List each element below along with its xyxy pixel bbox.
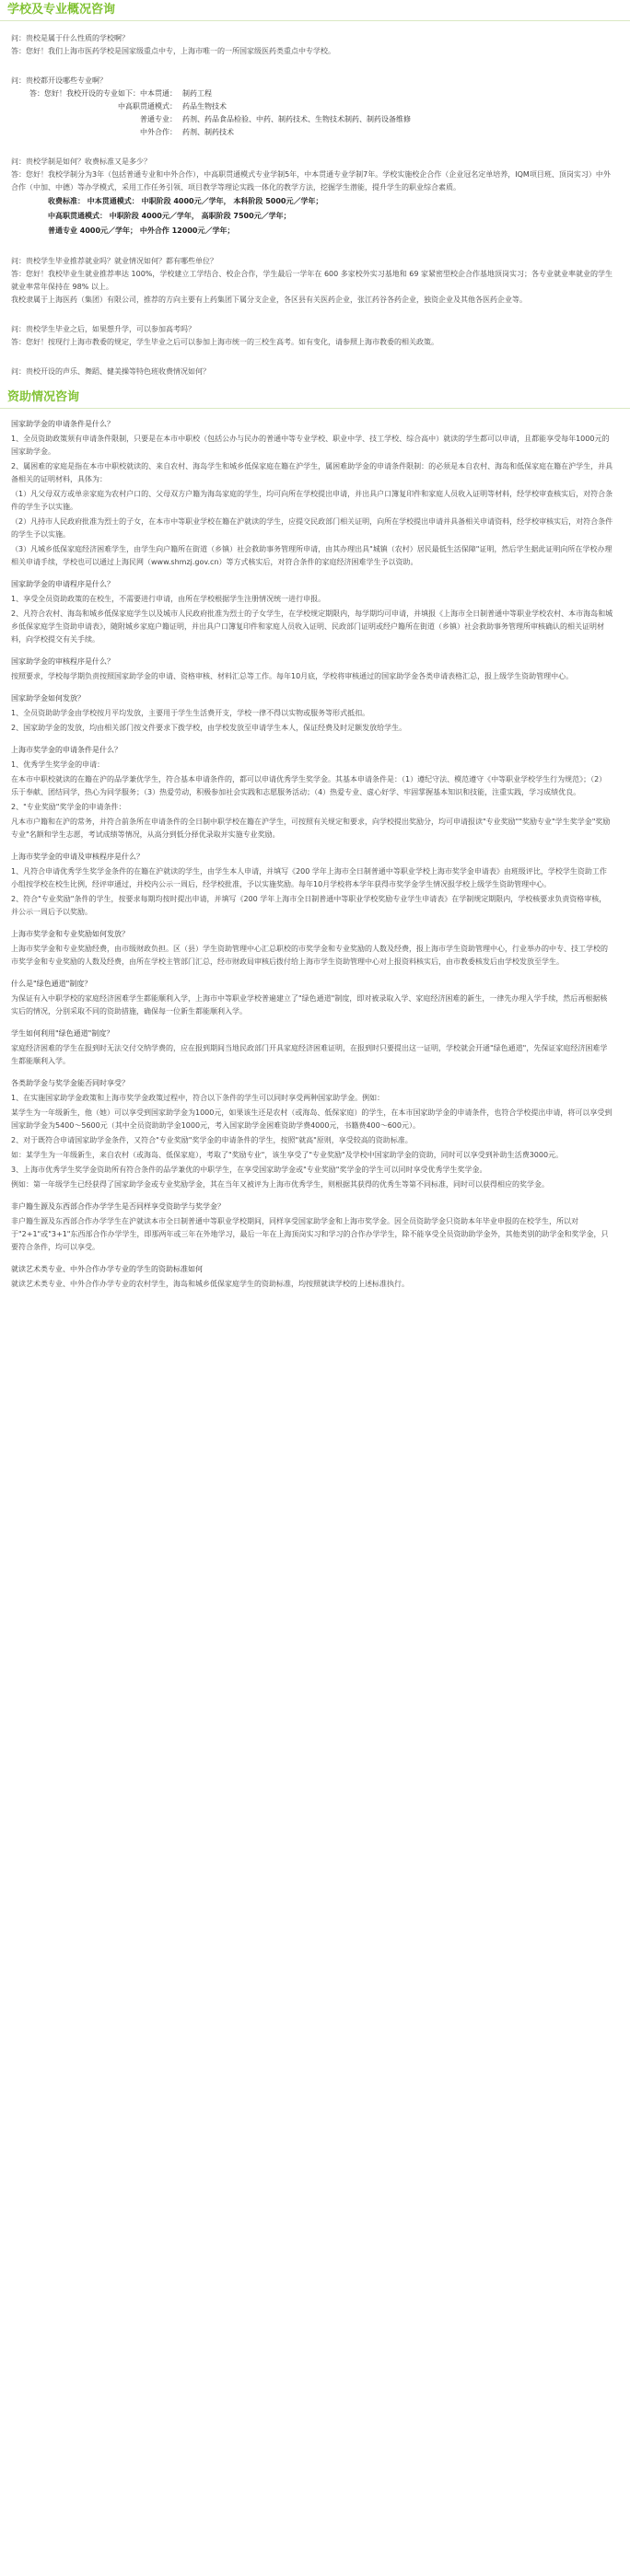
aid-block [11,692,613,735]
qa-item [11,323,613,349]
major-row [11,100,613,113]
fee-standard: 中高职贯通模式： 中职阶段 4000元／学年， 高职阶段 7500元／学年； [48,212,291,220]
major-row [11,126,613,139]
aid-paragraph: 2、国家助学金的发放，均由相关部门按文件要求下拨学校，由学校发放至申请学生本人，保证经费及时足额发放给学生。 [11,724,407,732]
aid-question-heading: 上海市奖学金的申请条件是什么？ [11,746,122,754]
major-label: 中外合作： [140,128,177,136]
aid-question-heading: 国家助学金的审核程序是什么？ [11,657,114,666]
aid-content [0,418,630,1291]
aid-question-heading: 国家助学金的申请程序是什么？ [11,580,114,588]
fee-standard: 收费标准： 中本贯通模式： 中职阶段 4000元／学年， 本科阶段 5000元／学年； [48,197,323,205]
aid-paragraph: （1）凡父母双方或单亲家庭为农村户口的、父母双方户籍为海岛家庭的学生，均可向所在学校提出申请，并出具户口簿复印件和家庭人员收入证明等材料，经学校审查核实后，对符合条件的学生予以实施。 [11,490,613,511]
aid-block [11,1077,613,1191]
aid-block [11,1263,613,1291]
aid-question-heading: 学生如何利用"绿色通道"制度？ [11,1029,114,1038]
aid-paragraph: 1、全员资助政策须有申请条件限制，只要是在本市中职校（包括公办与民办的普通中等专业学校、职业中学、技工学校、综合高中）就读的学生都可以申请，且都能享受每年1000元的国家助学金。 [11,435,610,456]
aid-paragraph: 3、上海市优秀学生奖学金资助所有符合条件的品学兼优的中职学生，在享受国家助学金或"专业奖励"奖学金的学生可以同时享受优秀学生奖学金。 [11,1166,487,1174]
answer: 答：您好！我校学制分为3年（包括普通专业和中外合作），中高职贯通模式专业学制5年，中本贯通专业学制7年。学校实施校企合作（企业冠名定单培养，IQM项目班、顶岗实习）中外合作（中加、中德）等办学模式，采用工作任务引领、项目教学等理论实践一体化的教学方法，挖掘学生潜能，提升学生的职业综合素质。 [11,170,611,191]
aid-paragraph: （2）凡持市人民政府批准为烈士的子女，在本市中等职业学校在籍在沪就读的学生，应提交民政部门相关证明，向所在学校提出申请并具备相关申请资料，经学校审核实后，对符合条件的学生予以实施。 [11,517,613,539]
aid-paragraph: 2、"专业奖励"奖学金的申请条件： [11,803,126,811]
aid-paragraph: 非户籍生源及东西部合作办学学生在沪就读本市全日制普通中等职业学校期间，同样享受国家助学金和上海市奖学金。因全员资助学金只资助本年毕业申报的在校学生，所以对于"2+1"或"3+1"东西部合作办学学生，即那两年或三年在外地学习，最后一年在上海顶岗实习和学习的合作办学学生，除不能享受全员资助助学金外，其他类别的助学金和奖学金，只要符合条件，均可以享受。 [11,1217,609,1251]
school-section-header: 学校及专业概况咨询 [0,0,630,21]
aid-paragraph: 1、优秀学生奖学金的申请： [11,760,105,769]
aid-paragraph: 2、凡符合农村、海岛和城乡低保家庭学生以及城市人民政府批准为烈士的子女学生，在学校规定期限内，每学期均可申请，并填报《上海市全日制普通中等职业学校农村、本市海岛和城乡低保家庭学生资助申请表》，随附城乡家庭户籍证明，并出具户口簿复印件和家庭人员收入证明、民政部门证明或经户籍所在街道（乡镇）社会救助事务管理所审核确认的相关证明材料，向学校提交有关手续。 [11,609,613,644]
question: 问：贵校学制是如何？收费标准又是多少？ [11,157,151,166]
aid-question-heading: 各类助学金与奖学金能否同时享受？ [11,1079,129,1087]
major-value: 药剂、药品食品检验、中药、制药技术、生物技术制药、制药设备维修 [182,115,411,123]
aid-question-heading: 就读艺术类专业、中外合作办学专业的学生的资助标准如何 [11,1265,203,1273]
aid-block [11,578,613,646]
aid-block [11,418,613,569]
aid-paragraph: 凡本市户籍和在沪的常务，并符合前条所在申请条件的全日制中职学校在籍在沪学生，可按照有关规定和要求，向学校提出奖励分，均可申请报读"专业奖励""奖励专业"学生奖学金"奖励专业"名额和学生志愿，考试成绩等情况，从高分到低分择优录取并实施专业奖励。 [11,818,611,839]
major-row [11,113,613,126]
major-value: 制药工程 [182,89,212,98]
aid-block [11,744,613,841]
aid-paragraph: 为保证有入中职学校的家庭经济困难学生都能顺利入学，上海市中等职业学校普遍建立了"绿色通道"制度，即对被录取入学、家庭经济困难的新生，一律先办理入学手续，然后再根据核实后的情况，分别采取不同的资助措施，确保每一位新生都能顺利入学。 [11,994,608,1015]
aid-paragraph: 1、享受全员资助政策的在校生，不需要进行申请，由所在学校根据学生注册情况统一进行申报。 [11,595,326,603]
qa-item [11,255,613,307]
answer: 我校隶属于上海医药（集团）有限公司，推荐的方向主要有上药集团下属分支企业，各区县有关医药企业，张江药谷各药企业，独资企业及其他各医药企业等。 [11,296,527,304]
aid-question-heading: 什么是"绿色通道"制度？ [11,980,92,988]
aid-paragraph: 按照要求，学校每学期负责按照国家助学金的申请、资格审核、材料汇总等工作。每年10月底，学校将审核通过的国家助学金各类申请表格汇总，报上级学生资助管理中心。 [11,672,574,680]
aid-paragraph: 上海市奖学金和专业奖励经费，由市级财政负担。区（县）学生资助管理中心汇总职校的市奖学金和专业奖励的人数及经费，报上海市学生资助管理中心，行业举办的中专、技工学校的市奖学金和专业奖励的人数及经费，由所在学校主管部门汇总，经市财政局审核后拨付给上海市学生资助管理中心对上报资料核实后，由市教委核发后由学校发放至学生。 [11,945,608,966]
answer: 答：您好！我校毕业生就业推荐率达 100%，学校建立工学结合、校企合作，学生最后一学年在 600 多家校外实习基地和 69 家紧密型校企合作基地顶岗实习；各专业就业率就业的学生就业率常年保持在 98% 以上。 [11,270,613,291]
question: 问：贵校是属于什么性质的学校啊？ [11,34,129,42]
aid-question-heading: 上海市奖学金和专业奖励如何发放？ [11,930,129,938]
aid-question-heading: 国家助学金如何发放？ [11,694,85,702]
question: 问：贵校学生毕业推荐就业吗？就业情况如何？都有哪些单位？ [11,257,217,265]
aid-paragraph: 1、凡符合申请优秀学生奖学金条件的在籍在沪就读的学生，由学生本人申请，并填写《200 学年上海市全日制普通中等职业学校上海市奖学金申请表》由班级评比，学校学生资助工作小组按学校在校生比例，经评审通过，并校内公示一周后，经学校批准，予以实施奖励。每年10月学校将本学年获得市奖学金学生情况报学校上级学生资助管理中心。 [11,867,607,888]
aid-question-heading: 非户籍生源及东西部合作办学学生是否同样享受资助学与奖学金？ [11,1202,225,1211]
question: 问：贵校都开设哪些专业啊？ [11,76,107,85]
aid-paragraph: 就读艺术类专业、中外合作办学专业的农村学生，海岛和城乡低保家庭学生的资助标准，均按照就读学校的上述标准执行。 [11,1280,409,1288]
major-label: 中高职贯通模式： [118,102,177,110]
answer: 答：您好！我们上海市医药学校是国家级重点中专，上海市唯一的一所国家级医药类重点中专学校。 [11,47,335,55]
major-label: 普通专业： [140,115,177,123]
aid-block [11,1201,613,1254]
aid-block [11,1027,613,1068]
aid-paragraph: 2、属困难的家庭是指在本市中职校就读的、来自农村、海岛学生和城乡低保家庭在籍在沪学生，属困难助学金的申请条件限制：的必须是本自农村、海岛和低保家庭在籍在沪学生，并具备相关的证明材料，具体为： [11,462,613,483]
school-content [0,32,630,378]
fee-standard: 普通专业 4000元／学年； 中外合作 12000元／学年； [48,226,235,235]
aid-block [11,656,613,683]
major-row [11,87,613,100]
aid-paragraph: 1、全员资助助学金由学校按月平均发放，主要用于学生生活费开支，学校一律不得以实物或服务等形式抵扣。 [11,709,370,717]
answer: 答：您好！按现行上海市教委的规定，学生毕业之后可以参加上海市统一的三校生高考。如有变化，请参照上海市教委的相关政策。 [11,338,438,346]
qa-item [11,156,613,238]
aid-section-header: 资助情况咨询 [0,388,630,409]
aid-block [11,978,613,1018]
question: 问：贵校学生毕业之后，如果想升学，可以参加高考吗？ [11,325,195,333]
qa-item [11,75,613,139]
aid-block [11,851,613,919]
major-value: 药品生物技术 [182,102,227,110]
major-value: 药剂、制药技术 [182,128,234,136]
aid-question-heading: 上海市奖学金的申请及审核程序是什么？ [11,853,144,861]
aid-question-heading: 国家助学金的申请条件是什么？ [11,420,114,428]
aid-paragraph: 如：某学生为一年级新生，来自农村（或海岛、低保家庭），考取了"奖励专业"，该生享受了"专业奖励"及学校中国家助学金的资助，同时可以享受到补助生活费3000元。 [11,1151,564,1159]
aid-paragraph: （3）凡城乡低保家庭经济困难学生，由学生向户籍所在街道（乡镇）社会救助事务管理所申请，由其办理出具"城镇（农村）居民最低生活保障"证明，然后学生据此证明向所在学校办理相关申请手续，学校也可以通过上海民网（www.shmzj.gov.cn）等方式核实后，对符合条件的家庭经济困难学生予以资助。 [11,545,612,566]
aid-block [11,928,613,969]
aid-paragraph: 某学生为一年级新生，他（她）可以享受到国家助学金为1000元，如果该生还是农村（或海岛、低保家庭）的学生，在本市国家助学金的申请条件，也符合学校提出申请，将可以享受到国家助学金为5400～5600元（其中全员资助助学金1000元，考入国家助学金困难资助学费4000元，书籍费400～600元）。 [11,1108,612,1130]
major-label: 答：您好！我校开设的专业如下：中本贯通： [29,89,177,98]
qa-item [11,32,613,58]
question: 问：贵校开设的声乐、舞蹈、健美操等特色班收费情况如何？ [11,367,210,376]
aid-paragraph: 在本市中职校就读的在籍在沪的品学兼优学生，符合基本申请条件的，都可以申请优秀学生奖学金。其基本申请条件是：（1）遵纪守法、模范遵守《中等职业学校学生行为规范》；（2）乐于奉献、团结同学，热心为同学服务；（3）热爱劳动，积极参加社会实践和志愿服务活动；（4）热爱专业、虚心好学、牢固掌握基本知识和技能，注重实践，学习成绩优良。 [11,775,607,796]
aid-paragraph: 例如：第一年级学生已经获得了国家助学金或专业奖励学金，其在当年又被评为上海市优秀学生，则根据其获得的优秀生等第不同标准，同时可以获得相应的奖学金。 [11,1180,549,1189]
aid-paragraph: 家庭经济困难的学生在报到时无法交付交纳学费的，应在报到期间当地民政部门开具家庭经济困难证明，在报到时只要提出这一证明，学校就会开通"绿色通道"，先保证家庭经济困难学生都能顺利入学。 [11,1044,608,1065]
aid-paragraph: 1、在实施国家助学金政策和上海市奖学金政策过程中，符合以下条件的学生可以同时享受两种国家助学金。例如： [11,1094,385,1102]
aid-paragraph: 2、对于既符合申请国家助学金条件，又符合"专业奖励"奖学金的申请条件的学生，按照"就高"原则，享受较高的资助标准。 [11,1136,413,1144]
aid-paragraph: 2、符合"专业奖励"条件的学生，按要求每期均按时提出申请，并填写《200 学年上海市全日制普通中等职业学校奖励专业学生申请表》在学制规定期限内，学校核要求负责资格审核，并公示一周后予以奖励。 [11,895,607,916]
qa-item [11,366,613,378]
